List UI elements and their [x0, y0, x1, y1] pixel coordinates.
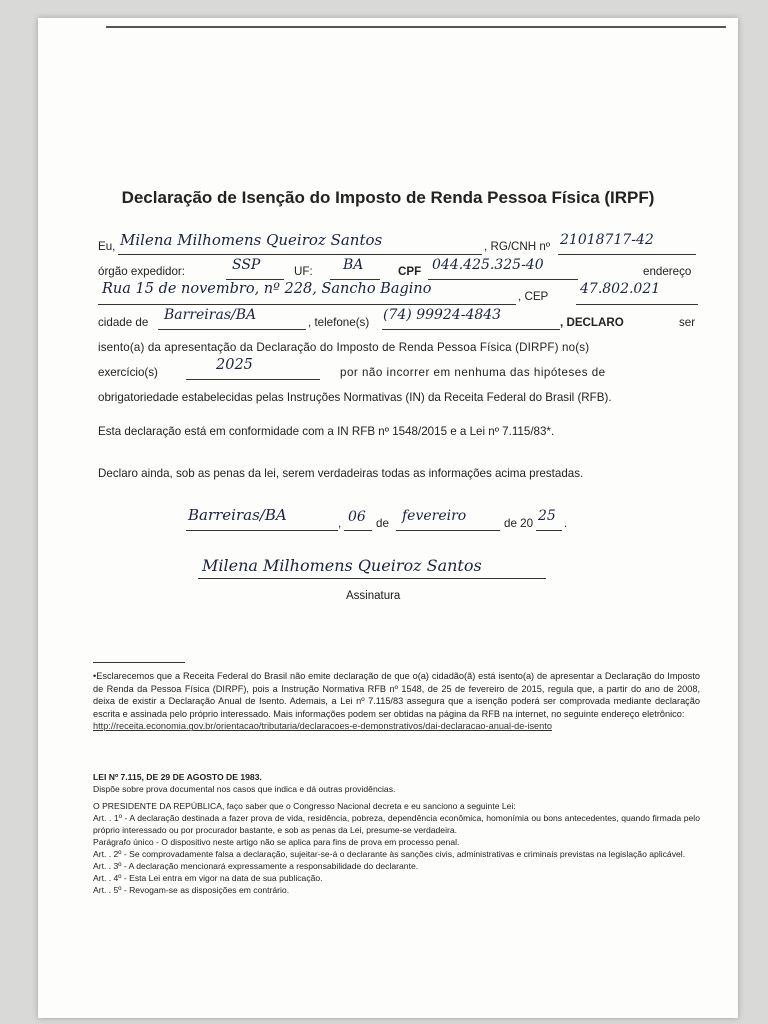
law-art-2: Art. . 2º - Se comprovadamente falsa a declaração, sujeitar-se-á o declarante às sanções civis, administrativas e criminais previstas na legislação aplicável.: [93, 849, 686, 859]
date-de-20: de 20: [504, 517, 534, 530]
orgao-label: órgão expedidor:: [98, 265, 186, 278]
rg-handwritten: 21018717-42: [560, 232, 654, 248]
date-year-handwritten: 25: [538, 508, 556, 524]
footnote: [93, 670, 700, 733]
date-month-underline: [396, 530, 500, 531]
top-border-line: [106, 26, 726, 28]
endereco-underline: [98, 304, 516, 305]
cidade-underline: [158, 329, 306, 330]
line-hipoteses: por não incorrer em nenhuma das hipóteses de: [340, 366, 606, 379]
signature-underline: [198, 578, 546, 579]
cidade-label: cidade de: [98, 316, 149, 329]
footnote-text: •Esclarecemos que a Receita Federal do Brasil não emite declaração de que o(a) cidadão(ã) está isento(a) de apresentar a Declaração do Imposto de Renda da Pessoa Física (DIRPF), pois a Instrução Normativa RFB nº 1548, de 25 de fevereiro de 2015, regula que, a partir do ano de 2008, deixa de existir a Declaração Anual de Isento. Ademais, a Lei nº 7.115/83 assegura que a isenção poderá ser comprovada mediante declaração escrita e assinada pelo próprio interessado. Mais informações podem ser obtidas na página da RFB na internet, no seguinte endereço eletrônico:: [93, 671, 700, 719]
footnote-separator: [93, 662, 185, 663]
date-city-underline: [186, 530, 338, 531]
rg-label: , RG/CNH nº: [484, 240, 551, 253]
declaro-ainda-text: Declaro ainda, sob as penas da lei, serem verdadeiras todas as informações acima prestadas.: [98, 467, 584, 480]
exercicio-handwritten: 2025: [216, 357, 253, 373]
name-underline: [118, 254, 482, 255]
signature-block: [188, 556, 548, 606]
ser-label: ser: [679, 316, 696, 329]
document-title: Declaração de Isenção do Imposto de Renda Pessoa Física (IRPF): [121, 188, 655, 207]
orgao-underline: [226, 279, 284, 280]
cep-handwritten: 47.802.021: [580, 281, 661, 297]
telefone-handwritten: (74) 99924-4843: [383, 307, 502, 323]
cep-label: , CEP: [518, 290, 549, 303]
declaration-body: [98, 231, 698, 438]
date-month-handwritten: fevereiro: [402, 508, 467, 524]
law-preamble: O PRESIDENTE DA REPÚBLICA, faço saber que o Congresso Nacional decreta e eu sanciono a seguinte Lei:: [93, 801, 516, 811]
name-handwritten: Milena Milhomens Queiroz Santos: [120, 231, 383, 249]
law-art-5: Art. . 5º - Revogam-se as disposições em contrário.: [93, 885, 290, 895]
exercicio-underline: [186, 379, 320, 380]
cpf-label: CPF: [398, 265, 422, 278]
law-art-1: Art. . 1º - A declaração destinada a fazer prova de vida, residência, pobreza, dependência econômica, homonímia ou bons antecedentes, quando firmada pelo próprio interessado ou por procurador bastante, e sob as penas da Lei, presume-se verdadeira.: [93, 813, 700, 835]
line-obrigatoriedade: obrigatoriedade estabelecidas pelas Instruções Normativas (IN) da Receita Federal do Brasil (RFB).: [98, 391, 612, 404]
date-day-underline: [344, 530, 372, 531]
conformidade-text: Esta declaração está em conformidade com a IN RFB nº 1548/2015 e a Lei nº 7.115/83*.: [98, 425, 555, 438]
signature-handwritten: Milena Milhomens Queiroz Santos: [202, 556, 482, 575]
law-paragrafo-unico: Parágrafo único - O dispositivo neste artigo não se aplica para fins de prova em processo penal.: [93, 837, 460, 847]
uf-underline: [330, 279, 380, 280]
uf-handwritten: BA: [343, 257, 364, 273]
law-art-3: Art. . 3º - A declaração mencionará expressamente a responsabilidade do declarante.: [93, 861, 419, 871]
endereco-label: endereço: [643, 265, 692, 278]
date-de-1: de: [376, 517, 389, 530]
date-day-handwritten: 06: [348, 509, 366, 525]
uf-label: UF:: [294, 265, 313, 278]
cpf-underline: [428, 279, 578, 280]
cep-underline: [576, 304, 698, 305]
date-year-underline: [536, 530, 562, 531]
cidade-handwritten: Barreiras/BA: [164, 307, 257, 323]
date-city-handwritten: Barreiras/BA: [188, 506, 287, 524]
rg-underline: [558, 254, 696, 255]
endereco-handwritten: Rua 15 de novembro, nº 228, Sancho Bagino: [102, 281, 432, 297]
cpf-handwritten: 044.425.325-40: [432, 257, 544, 273]
line-isento: isento(a) da apresentação da Declaração do Imposto de Renda Pessoa Física (DIRPF) no(s): [98, 341, 590, 354]
footnote-url[interactable]: http://receita.economia.gov.br/orientacao/tributaria/declaracoes-e-demonstrativos/dai-declaracao-anual-de-isento: [93, 721, 552, 732]
telefone-label: , telefone(s): [308, 316, 370, 329]
signature-label: Assinatura: [346, 590, 401, 602]
law-art-4: Art. . 4º - Esta Lei entra em vigor na data de sua publicação.: [93, 873, 323, 883]
eu-label: Eu,: [98, 240, 116, 253]
declaro-label: , DECLARO: [560, 316, 624, 329]
law-text-block: [93, 771, 700, 896]
orgao-handwritten: SSP: [232, 257, 261, 273]
law-heading: LEI Nº 7.115, DE 29 DE AGOSTO DE 1983.: [93, 772, 262, 782]
exercicio-label: exercício(s): [98, 366, 158, 379]
telefone-underline: [382, 329, 560, 330]
date-line: Barreiras/BA , 06 de fevereiro de 20 25 .: [188, 506, 568, 530]
law-summary: Dispõe sobre prova documental nos casos que indica e dá outras providências.: [93, 784, 396, 794]
document-page: [38, 18, 738, 1018]
